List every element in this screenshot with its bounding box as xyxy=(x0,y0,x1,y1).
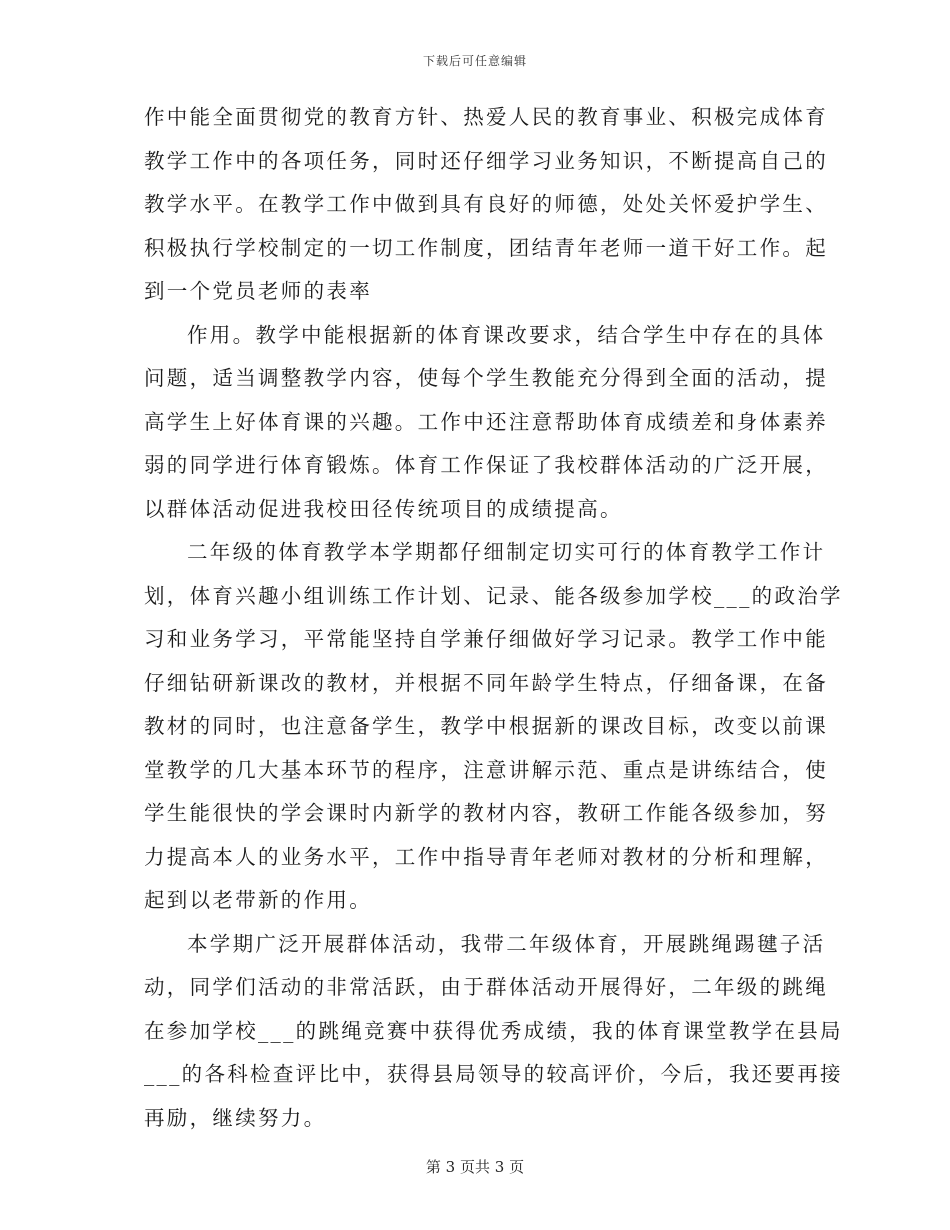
text-line: 动，同学们活动的非常活跃，由于群体活动开展得好，二年级的跳绳 xyxy=(144,975,828,999)
text-line: 起到以老带新的作用。 xyxy=(144,888,372,912)
text-line: 积极执行学校制定的一切工作制度，团结青年老师一道干好工作。起 xyxy=(144,235,828,260)
text-line: 弱的同学进行体育锻炼。体育工作保证了我校群体活动的广泛开展， xyxy=(144,453,828,477)
text-line: 到一个党员老师的表率 xyxy=(144,279,372,303)
page-header: 下载后可任意编辑 xyxy=(422,54,527,68)
text-line: 作中能全面贯彻党的教育方针、热爱人民的教育事业、积极完成体育 xyxy=(144,105,828,129)
text-line: 堂教学的几大基本环节的程序，注意讲解示范、重点是讲练结合，使 xyxy=(144,757,828,782)
page-number: 第 3 页共 3 页 xyxy=(425,1158,525,1176)
document-body xyxy=(144,96,843,1140)
text-line: 教学水平。在教学工作中做到具有良好的师德，处处关怀爱护学生、 xyxy=(144,192,828,216)
text-line: 划，体育兴趣小组训练工作计划、记录、能各级参加学校___的政治学 xyxy=(144,583,843,608)
text-line: 高学生上好体育课的兴趣。工作中还注意帮助体育成绩差和身体素养 xyxy=(144,409,828,434)
text-line: 问题，适当调整教学内容，使每个学生教能充分得到全面的活动，提 xyxy=(144,366,828,390)
paragraph-first-line: 作用。教学中能根据新的体育课改要求，结合学生中存在的具体 xyxy=(187,322,826,347)
text-line: ___的各科检查评比中，获得县局领导的较高评价，今后，我还要再接 xyxy=(144,1062,843,1086)
text-line: 教学工作中的各项任务，同时还仔细学习业务知识，不断提高自己的 xyxy=(144,148,828,173)
text-line: 学生能很快的学会课时内新学的教材内容，教研工作能各级参加，努 xyxy=(144,801,828,825)
text-line: 习和业务学习，平常能坚持自学兼仔细做好学习记录。教学工作中能 xyxy=(144,627,828,651)
paragraph-first-line: 本学期广泛开展群体活动，我带二年级体育，开展跳绳踢毽子活 xyxy=(187,931,826,956)
text-line: 再励，继续努力。 xyxy=(144,1105,327,1130)
text-line: 在参加学校___的跳绳竞赛中获得优秀成绩，我的体育课堂教学在县局 xyxy=(144,1018,843,1043)
text-line: 仔细钻研新课改的教材，并根据不同年龄学生特点，仔细备课，在备 xyxy=(144,670,828,695)
paragraph-first-line: 二年级的体育教学本学期都仔细制定切实可行的体育教学工作计 xyxy=(187,540,826,564)
text-line: 以群体活动促进我校田径传统项目的成绩提高。 xyxy=(144,496,623,521)
text-line: 教材的同时，也注意备学生，教学中根据新的课改目标，改变以前课 xyxy=(144,714,828,738)
text-line: 力提高本人的业务水平，工作中指导青年老师对教材的分析和理解， xyxy=(144,844,828,869)
